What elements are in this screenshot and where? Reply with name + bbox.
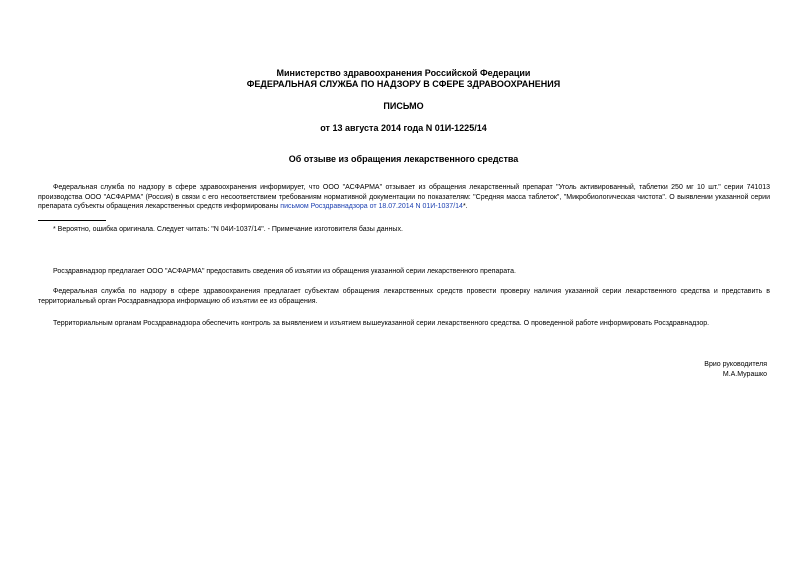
paragraph-proposal: Росздравнадзор предлагает ООО "АСФАРМА" предоставить сведения об изъятии из обращения указанной серии лекарственного препарата.	[53, 268, 516, 275]
footnote-text: * Вероятно, ошибка оригинала. Следует читать: "N 04И-1037/14". - Примечание изготовителя базы данных.	[53, 226, 403, 233]
paragraph-recall-text: Федеральная служба по надзору в сфере здравоохранения информирует, что ООО "АСФАРМА" отзывает из обращения лекарственный препарат "Уголь активированный, таблетки 250 мг 10 шт." серии 741013 производства ООО "АСФАРМА" (Россия) в связи с его несоответствием требованиям нормативной документации по показателям: "Средняя масса таблеток", "Микробиологическая чистота". О выявлении указанной серии препарата субъекты обращения лекарственных средств информированы	[38, 184, 770, 210]
document-date-number: от 13 августа 2014 года N 01И-1225/14	[320, 123, 487, 133]
reference-letter-link[interactable]: письмом Росздравнадзора от 18.07.2014 N 01И-1037/14	[280, 203, 463, 210]
service-name: ФЕДЕРАЛЬНАЯ СЛУЖБА ПО НАДЗОРУ В СФЕРЕ ЗДРАВООХРАНЕНИЯ	[246, 79, 561, 89]
document-type: ПИСЬМО	[383, 101, 424, 111]
footnote-marker: *.	[462, 203, 468, 210]
signatory-title: Врио руководителя	[704, 361, 767, 368]
document-subject: Об отзыве из обращения лекарственного средства	[288, 154, 519, 164]
footnote-divider	[38, 220, 106, 221]
paragraph-recall-notice	[38, 183, 770, 212]
signatory-name: М.А.Мурашко	[722, 371, 767, 378]
paragraph-control: Территориальным органам Росздравнадзора обеспечить контроль за выявлением и изъятием вышеуказанной серии лекарственного средства. О проведенной работе информировать Росздравнадзор.	[53, 320, 710, 327]
ministry-name: Министерство здравоохранения Российской Федерации	[276, 68, 531, 78]
paragraph-inspection: Федеральная служба по надзору в сфере здравоохранения предлагает субъектам обращения лекарственных средств провести проверку наличия указанной серии лекарственного средства и представить в территориальный орган Росздравнадзора информацию об изъятии ее из обращения.	[38, 288, 770, 305]
